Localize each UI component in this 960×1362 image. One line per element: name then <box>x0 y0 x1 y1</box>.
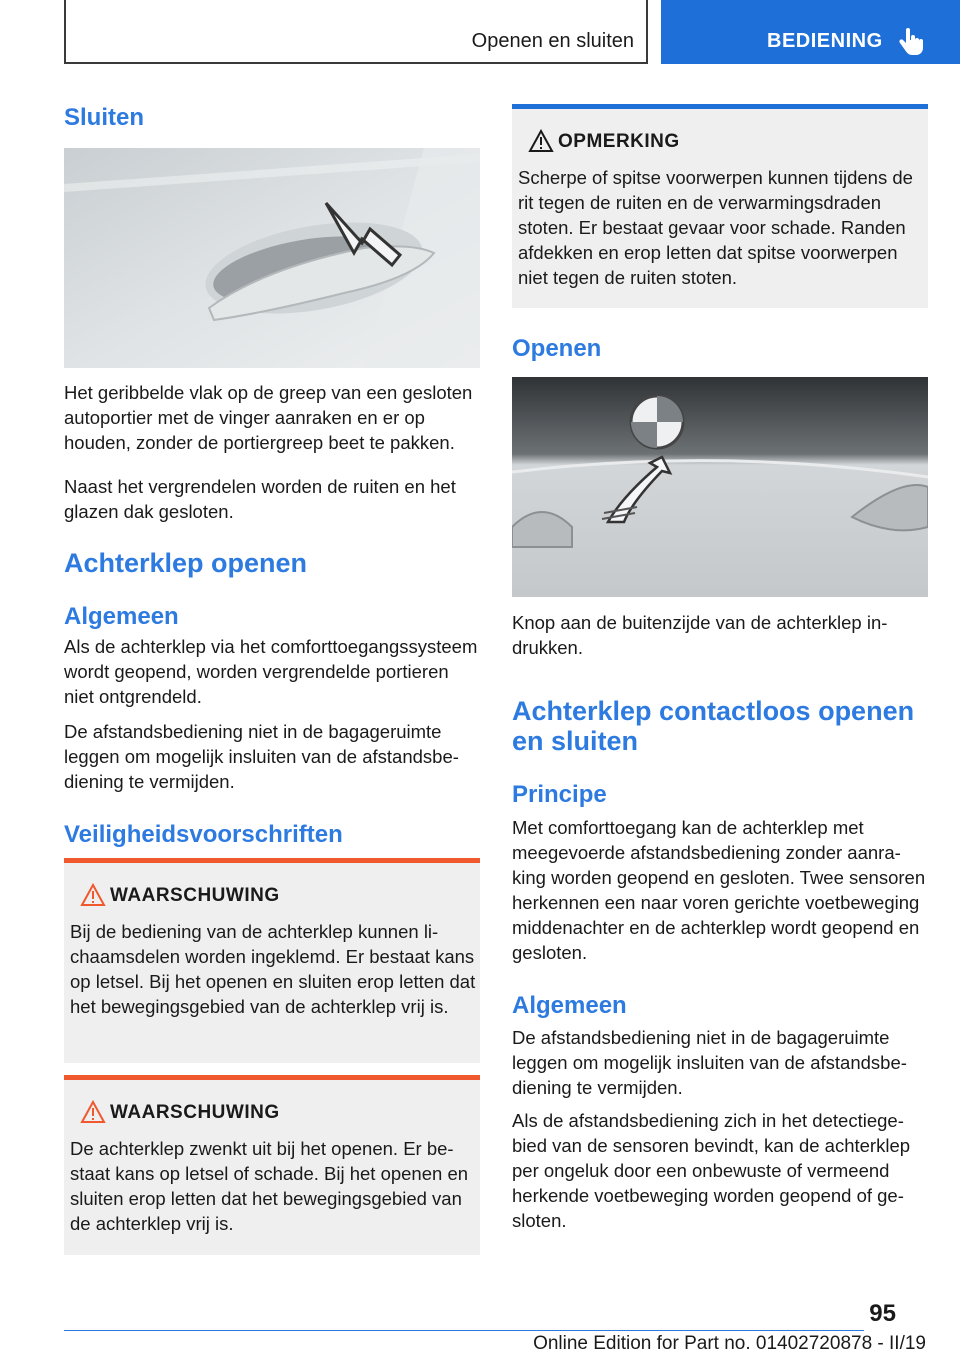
heading-veiligheidsvoorschriften: Veiligheidsvoorschriften <box>64 821 343 848</box>
page-number: 95 <box>869 1300 896 1327</box>
sluiten-paragraph-2: Naast het vergrendelen worden de ruiten en het glazen dak gesloten. <box>64 476 456 522</box>
sluiten-paragraph-1: Het geribbelde vlak op de greep van een gesloten autoportier met de vinger aanraken en er op houden, zonder de portiergreep beet te pakken. <box>64 382 473 453</box>
note-title: OPMERKING <box>558 131 680 152</box>
principe-paragraph: Met comforttoegang kan de achterklep met meegevoerde afstandsbediening zonder aanraking worden geopend en gesloten. Twee sensoren herkennen een naar voren gerichte voetbeweging middenachter en de achterklep wordt geopend en gesloten. <box>512 817 926 963</box>
tailgate-button-illustration <box>512 377 928 597</box>
header-title-box <box>64 0 648 64</box>
warning-1-text: Bij de bediening van de achterklep kunnen lichaamsdelen worden ingeklemd. Er bestaat kans op letsel. Bij het openen en sluiten erop letten dat het bewegingsgebied van de achterklep vrij is. <box>70 921 476 1017</box>
header-title: Openen en sluiten <box>471 30 634 52</box>
caution-triangle-icon <box>528 129 554 153</box>
note-box <box>512 104 928 308</box>
door-handle-image <box>64 148 480 368</box>
algemeen-right-paragraph-1: De afstandsbediening niet in de bagageruimte leggen om mogelijk insluiten van de afstandsbediening te vermijden. <box>512 1027 907 1098</box>
algemeen-paragraph-1: Als de achterklep via het comforttoegangssysteem wordt geopend, worden vergrendelde portieren niet ontgrendeld. <box>64 636 478 707</box>
openen-paragraph: Knop aan de buitenzijde van de achterklep indrukken. <box>512 612 888 658</box>
footer-divider <box>64 1330 864 1331</box>
door-handle-illustration <box>64 148 480 368</box>
heading-achterklep-openen: Achterklep openen <box>64 548 308 578</box>
warning-2-title: WAARSCHUWING <box>110 1102 280 1123</box>
heading-algemeen: Algemeen <box>64 603 179 630</box>
heading-contactloos-2: en sluiten <box>512 726 639 756</box>
warning-triangle-icon <box>80 1100 106 1124</box>
heading-principe: Principe <box>512 781 607 808</box>
header-section: BEDIENING <box>767 30 883 52</box>
heading-algemeen-right: Algemeen <box>512 992 627 1019</box>
header-section-box <box>661 0 960 64</box>
heading-openen: Openen <box>512 335 602 362</box>
warning-box-2 <box>64 1075 480 1255</box>
footer-edition: Online Edition for Part no. 01402720878 - II/19 <box>533 1333 926 1354</box>
heading-contactloos-1: Achterklep contactloos openen <box>512 696 915 726</box>
note-text: Scherpe of spitse voorwerpen kunnen tijdens de rit tegen de ruiten en de verwarmingsdraden stoten. Er bestaat gevaar voor schade. Randen afdekken en erop letten dat spitse voorwerpen niet tegen de ruiten stoten. <box>518 167 913 288</box>
warning-triangle-icon <box>80 883 106 907</box>
algemeen-right-paragraph-2: Als de afstandsbediening zich in het detectiegebied van de sensoren bevindt, kan de achterklep per ongeluk door een onbewuste of vermeend herkende voetbeweging worden geopend of gesloten. <box>512 1110 911 1231</box>
warning-box-1 <box>64 858 480 1063</box>
warning-2-text: De achterklep zwenkt uit bij het openen. Er bestaat kans op letsel of schade. Bij het openen en sluiten erop letten dat het bewegingsgebied van de achterklep vrij is. <box>70 1138 469 1234</box>
hand-pointer-icon <box>897 26 927 56</box>
tailgate-button-image <box>512 377 928 597</box>
heading-sluiten: Sluiten <box>64 104 145 131</box>
algemeen-paragraph-2: De afstandsbediening niet in de bagageruimte leggen om mogelijk insluiten van de afstandsbediening te vermijden. <box>64 721 459 792</box>
warning-1-title: WAARSCHUWING <box>110 885 280 906</box>
